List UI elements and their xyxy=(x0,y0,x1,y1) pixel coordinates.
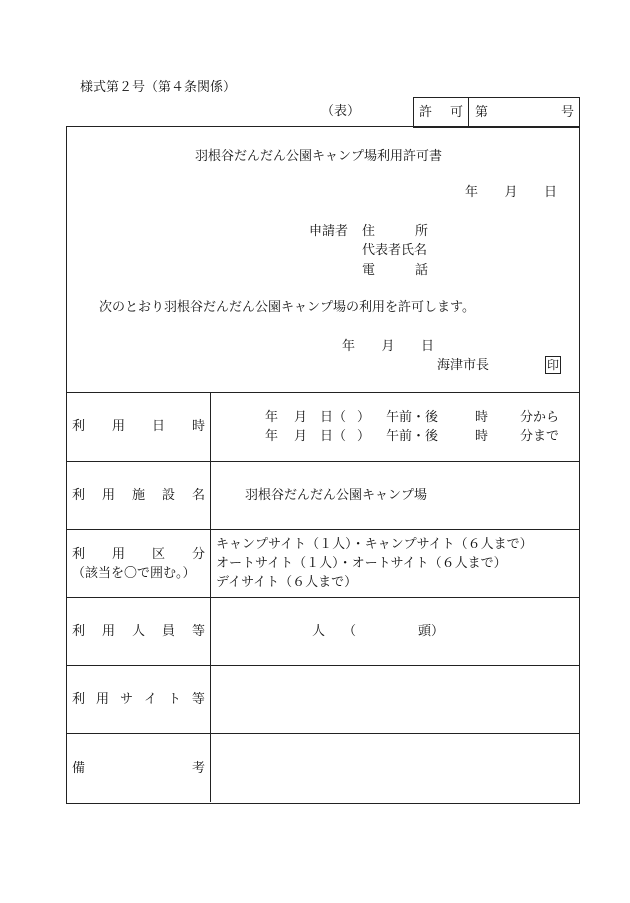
label-char: 用 xyxy=(101,624,115,639)
label-char: 利 xyxy=(72,692,86,707)
from-year: 年 xyxy=(265,410,279,425)
label-remarks xyxy=(72,762,205,775)
label-char: サ xyxy=(119,692,133,707)
permit-label-char: 許 xyxy=(419,105,433,120)
label-people-count xyxy=(72,625,205,638)
to-hour: 時 xyxy=(475,429,489,444)
row-divider xyxy=(66,392,579,393)
form-title: 羽根谷だんだん公園キャンプ場利用許可書 xyxy=(195,149,443,164)
label-char: 区 xyxy=(151,547,165,562)
label-char: 等 xyxy=(191,692,205,707)
address-char: 所 xyxy=(414,224,428,239)
to-month: 月 xyxy=(294,429,308,444)
label-char: 時 xyxy=(191,419,205,434)
category-option-camp: キャンプサイト（１人）・キャンプサイト（６人まで） xyxy=(216,537,533,552)
permit-number-prefix: 第 xyxy=(475,105,489,120)
permit-number-suffix: 号 xyxy=(561,105,575,120)
from-ampm: 午前・後 xyxy=(386,410,439,425)
issue-date xyxy=(465,186,557,199)
applicant-label: 申請者 xyxy=(309,224,349,239)
mayor-title: 海津市長 xyxy=(437,358,490,373)
row-divider xyxy=(66,665,579,666)
label-char: 考 xyxy=(191,761,205,776)
phone-label xyxy=(362,264,428,277)
animals-unit: 頭） xyxy=(418,624,445,639)
category-option-auto: オートサイト（１人）・オートサイト（６人まで） xyxy=(216,556,507,571)
address-label xyxy=(362,225,428,238)
label-char: 利 xyxy=(72,419,86,434)
from-dow-close: ） xyxy=(357,410,371,425)
address-char: 住 xyxy=(362,224,376,239)
label-char: 備 xyxy=(72,761,86,776)
label-char: 利 xyxy=(72,624,86,639)
permit-label-char: 可 xyxy=(449,105,463,120)
row-divider xyxy=(66,529,579,530)
date-day: 日 xyxy=(543,185,557,200)
label-char: 利 xyxy=(72,547,86,562)
label-facility-name xyxy=(72,489,205,502)
date-year: 年 xyxy=(465,185,479,200)
label-usage-datetime xyxy=(72,420,205,433)
to-ampm: 午前・後 xyxy=(386,429,439,444)
from-month: 月 xyxy=(294,410,308,425)
category-option-day: デイサイト（６人まで） xyxy=(216,575,358,590)
to-day: 日（ xyxy=(320,429,347,444)
permission-statement: 次のとおり羽根谷だんだん公園キャンプ場の利用を許可します。 xyxy=(99,300,475,315)
permit-box-divider xyxy=(468,97,469,127)
phone-char: 電 xyxy=(362,263,376,278)
phone-char: 話 xyxy=(414,263,428,278)
row-divider xyxy=(66,461,579,462)
permit-date-month: 月 xyxy=(381,339,395,354)
row-divider xyxy=(66,733,579,734)
label-column-divider xyxy=(210,392,211,802)
label-char: 用 xyxy=(101,488,115,503)
animals-open-paren: （ xyxy=(343,624,357,639)
facility-name-value: 羽根谷だんだん公園キャンプ場 xyxy=(245,488,428,503)
permit-label xyxy=(419,106,463,119)
label-char: 日 xyxy=(151,419,165,434)
label-char: 員 xyxy=(161,624,175,639)
from-day: 日（ xyxy=(320,410,347,425)
date-month: 月 xyxy=(504,185,518,200)
from-minute: 分から xyxy=(520,410,560,425)
to-minute: 分まで xyxy=(520,429,560,444)
label-char: 分 xyxy=(191,547,205,562)
permit-date xyxy=(342,340,434,353)
label-char: 施 xyxy=(131,488,145,503)
seal-mark: 印 xyxy=(546,358,559,372)
form-number: 様式第２号（第４条関係） xyxy=(80,80,237,95)
from-hour: 時 xyxy=(475,410,489,425)
label-char: 等 xyxy=(191,624,205,639)
label-usage-category xyxy=(72,548,205,561)
label-char: 利 xyxy=(72,488,86,503)
row-divider xyxy=(66,597,579,598)
to-year: 年 xyxy=(265,429,279,444)
permit-date-day: 日 xyxy=(420,339,434,354)
label-char: 用 xyxy=(111,547,125,562)
side-label: （表） xyxy=(321,104,361,119)
people-unit: 人 xyxy=(312,624,326,639)
label-char: ト xyxy=(167,692,181,707)
label-usage-site xyxy=(72,693,205,706)
permit-date-year: 年 xyxy=(342,339,356,354)
label-char: 設 xyxy=(161,488,175,503)
label-char: 用 xyxy=(111,419,125,434)
to-dow-close: ） xyxy=(357,429,371,444)
label-char: 名 xyxy=(191,488,205,503)
label-char: 人 xyxy=(131,624,145,639)
category-note: （該当を〇で囲む。） xyxy=(72,566,196,581)
label-char: イ xyxy=(143,692,157,707)
representative-label: 代表者氏名 xyxy=(362,243,428,258)
label-char: 用 xyxy=(95,692,109,707)
